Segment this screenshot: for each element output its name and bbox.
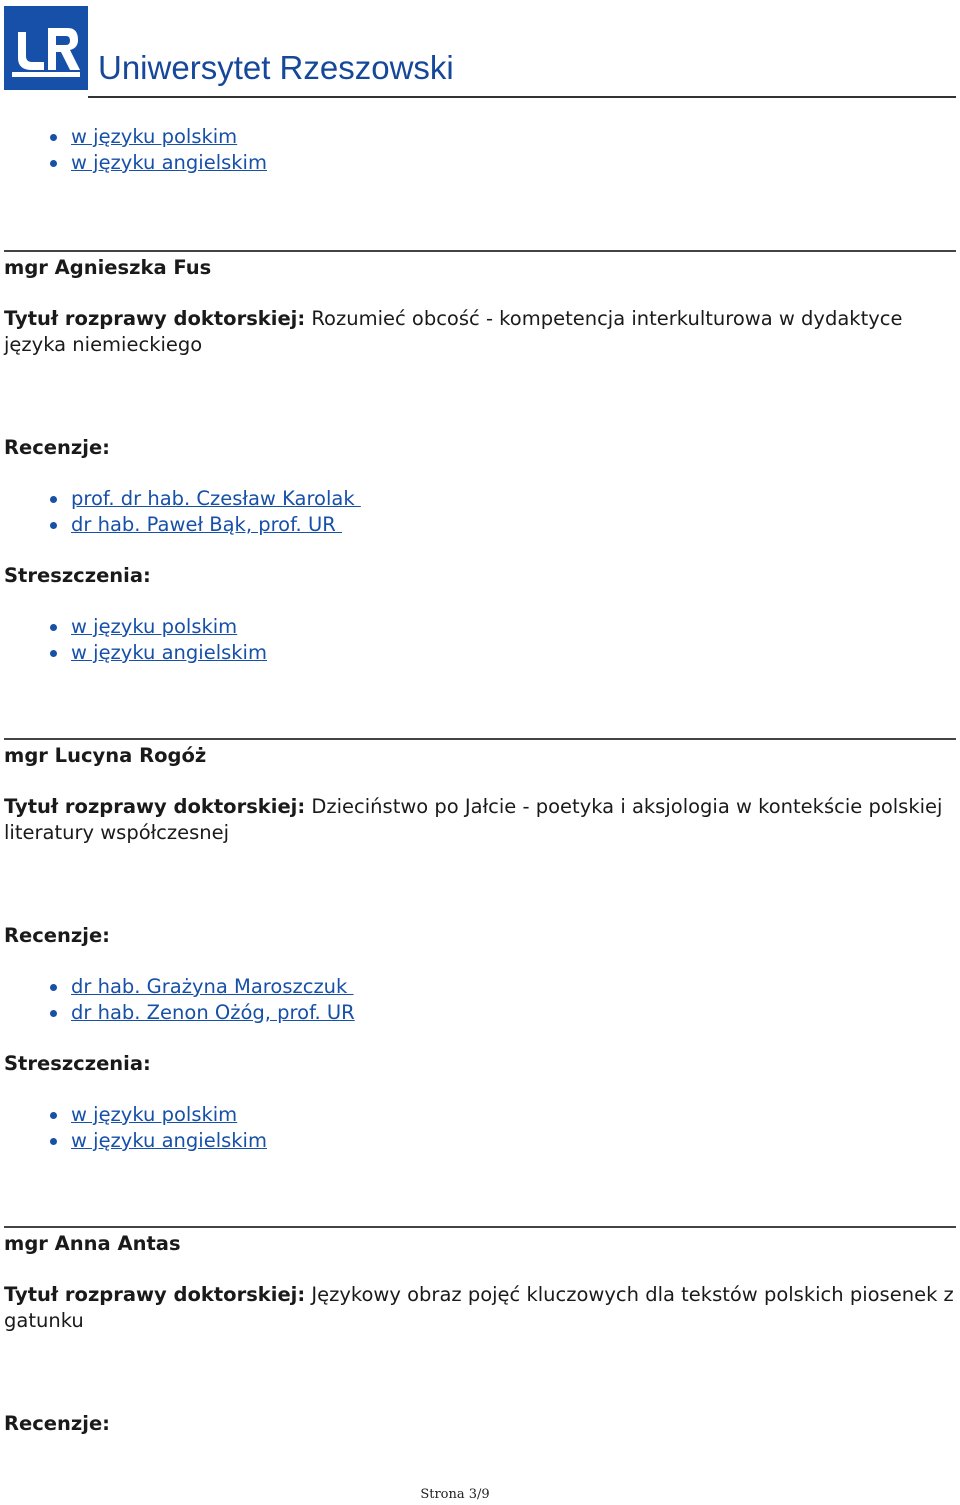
top-summaries-list xyxy=(4,124,952,176)
thesis xyxy=(4,1282,956,1334)
university-logo[interactable] xyxy=(4,6,88,90)
page-header xyxy=(4,4,956,98)
candidate-entry xyxy=(4,738,956,1154)
list-item xyxy=(4,1000,956,1026)
site-title: Uniwersytet Rzeszowski xyxy=(98,49,454,86)
entry-divider xyxy=(4,250,956,252)
thesis xyxy=(4,306,956,358)
list-item xyxy=(4,640,956,666)
summary-link-english[interactable]: w języku angielskim xyxy=(71,641,267,664)
thesis-label: Tytuł rozprawy doktorskiej: xyxy=(4,795,306,818)
reviews-list xyxy=(4,486,956,538)
summary-link-english[interactable]: w języku angielskim xyxy=(71,151,267,174)
page-content xyxy=(4,124,952,176)
list-item xyxy=(4,1102,956,1128)
reviews-label: Recenzje: xyxy=(4,436,110,459)
list-item xyxy=(4,614,956,640)
list-item xyxy=(4,1128,956,1154)
review-link[interactable]: dr hab. Grażyna Maroszczuk xyxy=(71,975,354,998)
thesis-title: Rozumieć obcość - kompetencja interkulturowa w dydaktyce języka niemieckiego xyxy=(4,307,903,356)
summaries-label: Streszczenia: xyxy=(4,1052,151,1075)
page-number: Strona 3/9 xyxy=(420,1487,490,1502)
thesis-label: Tytuł rozprawy doktorskiej: xyxy=(4,1283,306,1306)
candidate-name: mgr Agnieszka Fus xyxy=(4,256,212,279)
header-divider xyxy=(88,96,956,98)
list-item xyxy=(4,512,956,538)
entry-divider xyxy=(4,1226,956,1228)
thesis xyxy=(4,794,956,846)
review-link[interactable]: dr hab. Paweł Bąk, prof. UR xyxy=(71,513,342,536)
thesis-title: Językowy obraz pojęć kluczowych dla tekstów polskich piosenek z gatunku xyxy=(4,1283,954,1332)
thesis-label: Tytuł rozprawy doktorskiej: xyxy=(4,307,306,330)
review-link[interactable]: prof. dr hab. Czesław Karolak xyxy=(71,487,361,510)
summary-link-polish[interactable]: w języku polskim xyxy=(71,1103,238,1126)
list-item xyxy=(4,124,952,150)
candidate-name: mgr Lucyna Rogóż xyxy=(4,744,207,767)
candidate-entry xyxy=(4,1226,956,1437)
list-item xyxy=(4,486,956,512)
review-link[interactable]: dr hab. Zenon Ożóg, prof. UR xyxy=(71,1001,355,1024)
thesis-title: Dzieciństwo po Jałcie - poetyka i aksjologia w kontekście polskiej literatury współczesnej xyxy=(4,795,943,844)
summaries-list xyxy=(4,614,956,666)
summaries-list xyxy=(4,1102,956,1154)
reviews-label: Recenzje: xyxy=(4,924,110,947)
reviews-list xyxy=(4,974,956,1026)
list-item xyxy=(4,974,956,1000)
list-item xyxy=(4,150,952,176)
summary-link-english[interactable]: w języku angielskim xyxy=(71,1129,267,1152)
summary-link-polish[interactable]: w języku polskim xyxy=(71,125,238,148)
candidate-name: mgr Anna Antas xyxy=(4,1232,181,1255)
candidate-entry xyxy=(4,250,956,666)
summaries-label: Streszczenia: xyxy=(4,564,151,587)
reviews-label: Recenzje: xyxy=(4,1412,110,1435)
entry-divider xyxy=(4,738,956,740)
summary-link-polish[interactable]: w języku polskim xyxy=(71,615,238,638)
